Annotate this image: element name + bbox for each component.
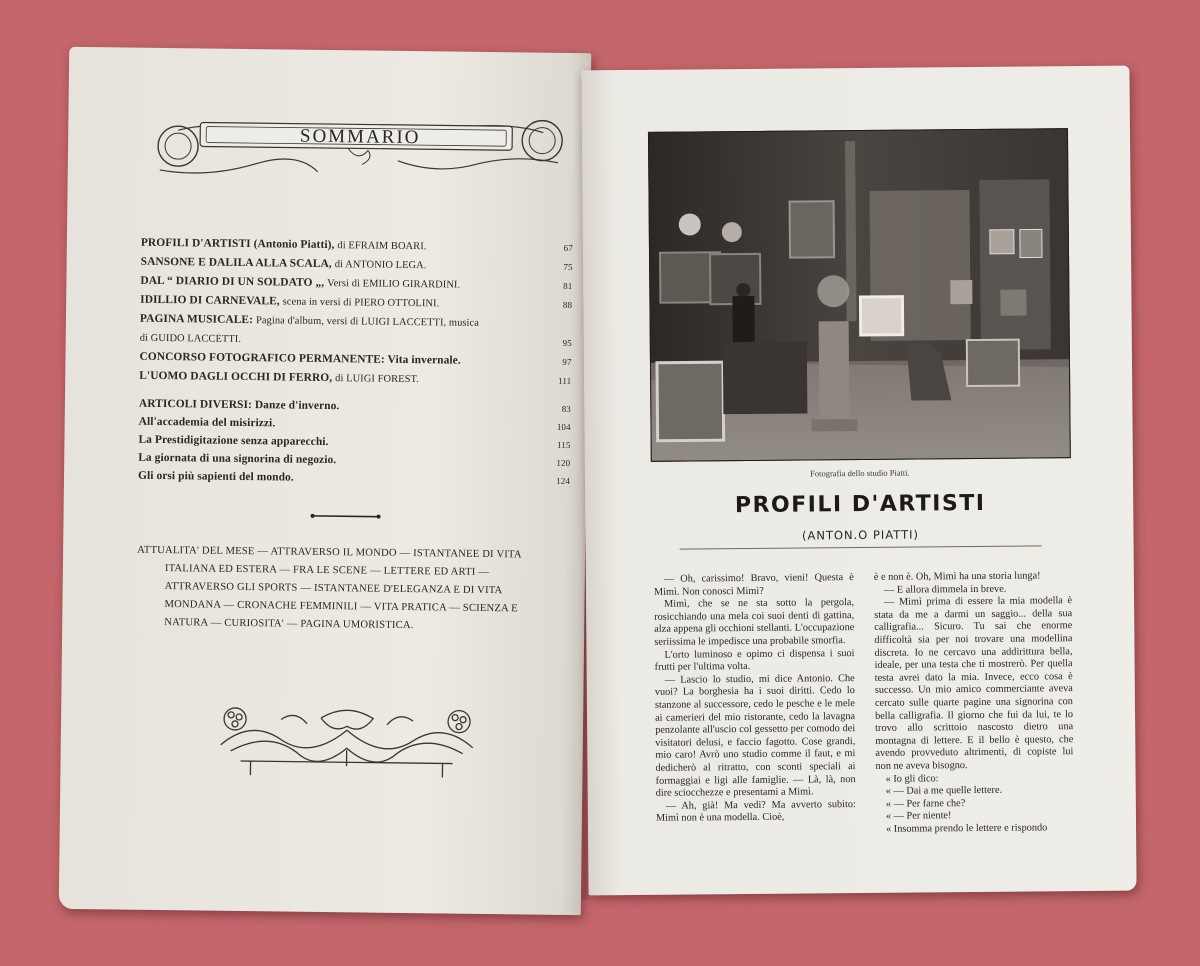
studio-photograph — [648, 128, 1071, 462]
toc-row: IDILLIO DI CARNEVALE, scena in versi di PIERO OTTOLINI. 88 — [140, 291, 572, 315]
paragraph: « — Per niente! — [885, 810, 952, 823]
sommario-title: SOMMARIO — [299, 125, 421, 149]
paragraph: « Insomma prendo le lettere e rispondo — [885, 822, 1048, 835]
toc-page-number: 120 — [556, 457, 571, 468]
toc-page-number: 67 — [563, 242, 573, 254]
paragraph: L'orto luminoso e opimo ci dispensa i suoi frutti per l'ultima volta. — [654, 647, 855, 673]
toc-row: Gli orsi più sapienti del mondo. 124 — [138, 467, 570, 490]
paragraph: — Mimì prima di essere la mia modella è stata da me a darmi un saggio... della sua calligrafia... Sicuro. Tu sai che enorme difficoltà sia per noi trovare una modellina discreta. Io ne cercavo una addirittura bella, ideale, per una testa che ti mostrerò. Per quella testa avrei dato la mia. Invece, ecco cosa è successo. Un mio amico commerciante aveva cercato sulle quarte pagine una signorina con bella calligrafia. Il giorno che fui da lui, te lo trovo allo scrittoio nascosto dietro una montagna di lettere. E il bello è questo, che avendo provveduto altrimenti, di copiste lui non ne aveva bisogno. — [874, 595, 1074, 772]
toc-page-number: 111 — [558, 375, 572, 387]
toc-page-number: 81 — [563, 280, 573, 292]
toc-page-number: 115 — [556, 439, 571, 450]
toc-row: L'UOMO DAGLI OCCHI DI FERRO, di LUIGI FOREST. 111 — [139, 367, 571, 391]
floral-ornament — [210, 699, 483, 784]
article-title: PROFILI D'ARTISTI — [734, 490, 986, 519]
toc-row: La giornata di una signorina di negozio. 120 — [138, 449, 570, 472]
toc-row: All'accademia del misirizzi. 104 — [139, 413, 571, 436]
title-rule — [680, 545, 1042, 549]
toc-row: La Prestidigitazione senza apparecchi. 115 — [138, 431, 570, 454]
paragraph: — Ah, già! Ma vedi? Ma avverto subito: Mimì non è una modella. Cioè, — [655, 798, 856, 825]
paragraph: — E allora dimmela in breve. — [883, 583, 1007, 596]
article-column-1 — [654, 572, 856, 826]
toc-row: CONCORSO FOTOGRAFICO PERMANENTE: Vita invernale. 97 — [139, 348, 571, 372]
paragraph: — Oh, carissimo! Bravo, vieni! Questa è Mimì. Non conosci Mimì? — [653, 572, 854, 598]
toc-row: ARTICOLI DIVERSI: Danze d'inverno. 83 — [139, 395, 571, 418]
rubriche-line: ATTUALITA' DEL MESE — ATTRAVERSO IL MONDO — ISTANTANEE DI VITA — [137, 544, 522, 561]
toc-row: PROFILI D'ARTISTI (Antonio Piatti), di EFRAIM BOARI. 67 — [141, 234, 573, 258]
toc-page-number: 83 — [561, 403, 571, 414]
toc-page-number: 88 — [562, 299, 573, 311]
right-page — [581, 66, 1136, 896]
toc-page-number: 104 — [556, 421, 571, 432]
sommario-header — [148, 100, 569, 195]
paragraph: Mimì, che se ne sta sotto la pergola, rosicchiando una mela coi suoi denti di gattina, alza appena gli occhioni stellanti. L'occupazione seriissima le impedisce una probabile smorfia. — [654, 597, 855, 648]
photo-caption: Fotografia dello studio Piatti. — [810, 467, 910, 479]
article-subtitle: (ANTON.O PIATTI) — [801, 527, 920, 543]
paragraph: è e non è. Oh, Mimì ha una storia lunga! — [873, 570, 1041, 583]
toc-row: SANSONE E DALILA ALLA SCALA, di ANTONIO LEGA. 75 — [141, 253, 573, 277]
divider-ornament — [310, 512, 382, 521]
paragraph: « Io gli dico: — [885, 772, 939, 785]
rubriche-line: ATTRAVERSO GLI SPORTS — ISTANTANEE D'ELEGANZA E DI VITA — [164, 581, 503, 597]
rubriche-list — [136, 542, 569, 637]
toc-page-number: 95 — [562, 337, 572, 349]
article-column-2 — [874, 570, 1074, 836]
rubriche-line: MONDANA — CRONACHE FEMMINILI — VITA PRATICA — SCIENZA E — [164, 599, 518, 615]
toc-page-number: 124 — [556, 475, 571, 486]
toc-row: DAL “ DIARIO DI UN SOLDATO „, Versi di EMILIO GIRARDINI. 81 — [140, 272, 572, 296]
paragraph: « — Per farne che? — [885, 797, 966, 810]
rubriche-line: ITALIANA ED ESTERA — FRA LE SCENE — LETTERE ED ARTI — — [164, 563, 490, 579]
rubriche-line: NATURA — CURIOSITA' — PAGINA UMORISTICA. — [164, 617, 414, 632]
table-of-contents — [138, 234, 573, 490]
left-page — [59, 47, 591, 915]
toc-row: di GUIDO LACCETTI. 95 — [140, 329, 572, 353]
paragraph: — Lascio lo studio, mi dice Antonio. Che vuoi? La borghesia ha i suoi diritti. Cedo lo stanzone al successore, cedo le pesche e le mele ai camerieri del mio ristorante, cedo la lavagna penzolante all'uscio col gessetto per comodo dei visitatori delusi, e faccio fagotto. Cose grandi, mio caro! Avrò uno studio comme il faut, e mi dedicherò al ritratto, con sconti speciali ai formaggiai e ligi alle famiglie. — Là, là, non dire sciocchezze e presentami a Mimì. — [654, 672, 856, 799]
toc-page-number: 97 — [562, 356, 572, 368]
paragraph: « — Dai a me quelle lettere. — [885, 784, 1003, 797]
toc-row: PAGINA MUSICALE: Pagina d'album, versi di LUIGI LACCETTI, musica — [139, 312, 480, 329]
toc-page-number: 75 — [563, 261, 573, 273]
